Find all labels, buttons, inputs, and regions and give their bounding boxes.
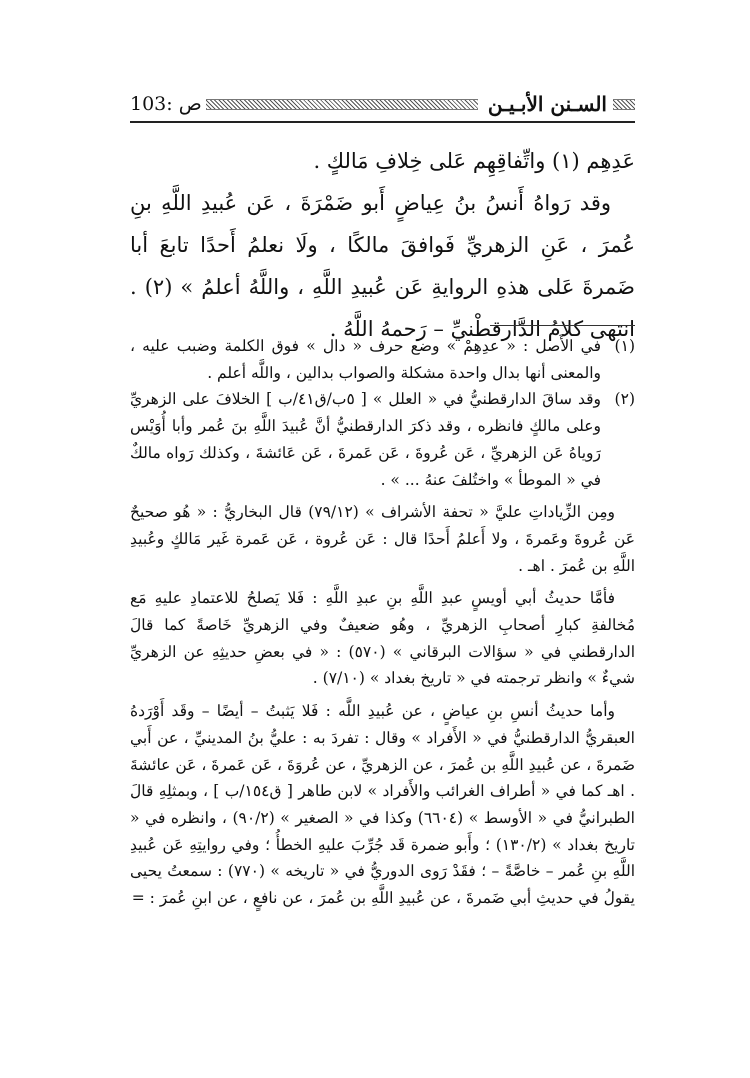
footnote-number: (١) [614,337,635,355]
header-rule [130,121,635,123]
footnote-separator [490,325,635,326]
header-ornament-left [206,99,478,110]
main-paragraph: وقد رَواهُ أَنسُ بنُ عِياضٍ أَبو ضَمْرَةَ ، عَن عُبيدِ اللَّهِ بنِ عُمرَ ، عَنِ الزهريِّ فَوافقَ مالكًا ، ولَا نعلمُ أَحدًا تابعَ أبا ضَمرةَ عَلى هذهِ الروايةِ عَن عُبيدِ اللَّهِ ، واللَّهُ أعلمُ » (٢) . انتهى كلامُ الدَّارقطْنيِّ – رَحمهُ اللَّهُ . [130,191,635,341]
running-header [130,90,635,118]
main-line: عَدِهِم (١) واتِّفاقِهِم عَلى خِلافِ مَالكٍ . [313,149,635,173]
note-paragraph: ومِن الزِّياداتِ عليَّ « تحفة الأشراف » (٧٩/١٢) قال البخاريُّ : « هُو صحيحٌ عَن عُروةَ وعَمرةَ ، ولا أَعلمُ أَحدًا قال : عَن عُروة ، عَن عَمرة غَير مَالكٍ وعُبيدِ اللَّهِ بن عُمرَ . اهـ . [130,503,635,575]
note-paragraph: وأما حديثُ أنسِ بنِ عياضٍ ، عن عُبيدِ اللَّه : فَلا يَثبتُ – أيضًا – وقَد أَوْرَدهُ العبقريُّ الدارقطنيُّ في « الأَفراد » وقال : تفردَ به : عليُّ بنُ المدينيِّ ، عن أَبي ضَمرةَ ، عن عُبيدِ اللَّهِ بن عُمرَ ، عن الزهريِّ ، عن عُروَةَ ، عَن عَمرةَ ، عَن عائشةَ . اهـ كما في « أطراف الغرائب والأَفراد » لابن طاهر [ ق١٥٤/ب ] ، وبمثلِهِ قالَ الطبرانيُّ في « الأوسط » (٦٦٠٤) وكذا في « الصغير » (٩٠/٢) ، وانظره في « تاريخ بغداد » (١٣٠/٢) ؛ وأَبو ضمرة قَد جُرِّبَ عليهِ الخطأُ ؛ وفي روايتِهِ عَن عُبيدِ اللَّهِ بنِ عُمر – خاصَّةً – ؛ فقَدْ رَوى الدوريُّ في « تاريخه » (٧٧٠) : سمعتُ يحيى يقولُ في حديثِ أبي ضَمرةَ ، عن عُبيدِ اللَّهِ بن عُمرَ ، عن نافعٍ ، عن ابنِ عُمرَ : = [130,702,635,908]
header-ornament-right [613,99,635,110]
footnote-number: (٢) [614,390,635,409]
footnote-text: في الأَصل : « عدِهِمْ » وضع حرف « دال » فوق الكلمة وضبب عليه ، والمعنى أنها بدال واحدة مشكلة والصواب بدالين ، واللَّه أعلم . [130,337,601,382]
header-title: السـنن الأبـيـن [487,92,607,116]
footnote-2 [130,386,635,493]
main-text [130,140,635,350]
footnote-text: وقد ساقَ الدارقطنيُّ في « العلل » [ ٥ب/ق٤١/ب ] الخلافَ على الزهريِّ وعلى مالكٍ فانظره ، وقد ذكرَ الدارقطنيُّ أنَّ عُبيدَ اللَّهِ بنَ عُمر وأبا أُوَيْس رَوياهُ عَن الزهريِّ ، عَن عُروةَ ، عَن عَمرةَ ، عَن عَائشةَ ، وكذلك رَواه مالكٌ في « الموطأ » واختُلفَ عنهُ ... » . [130,390,601,489]
footnotes [130,333,635,912]
note-paragraph: فأمَّا حديثُ أبي أويسٍ عبدِ اللَّهِ بنِ عبدِ اللَّهِ : فَلا يَصلحُ للاعتمادِ عليهِ مَع مُخالفةِ كبارِ أصحابِ الزهريِّ ، وهُو ضعيفٌ وفي الزهريِّ خَاصةً كما قالَ الدارقطني في « سؤالات البرقاني » (٥٧٠) : « في بعضِ حديثِهِ عن الزهريِّ شيءٌ » وانظر ترجمته في « تاريخ بغداد » (٧/١٠) . [130,589,635,688]
footnote-1 [130,333,635,386]
page-number: ص :103 [130,93,202,115]
